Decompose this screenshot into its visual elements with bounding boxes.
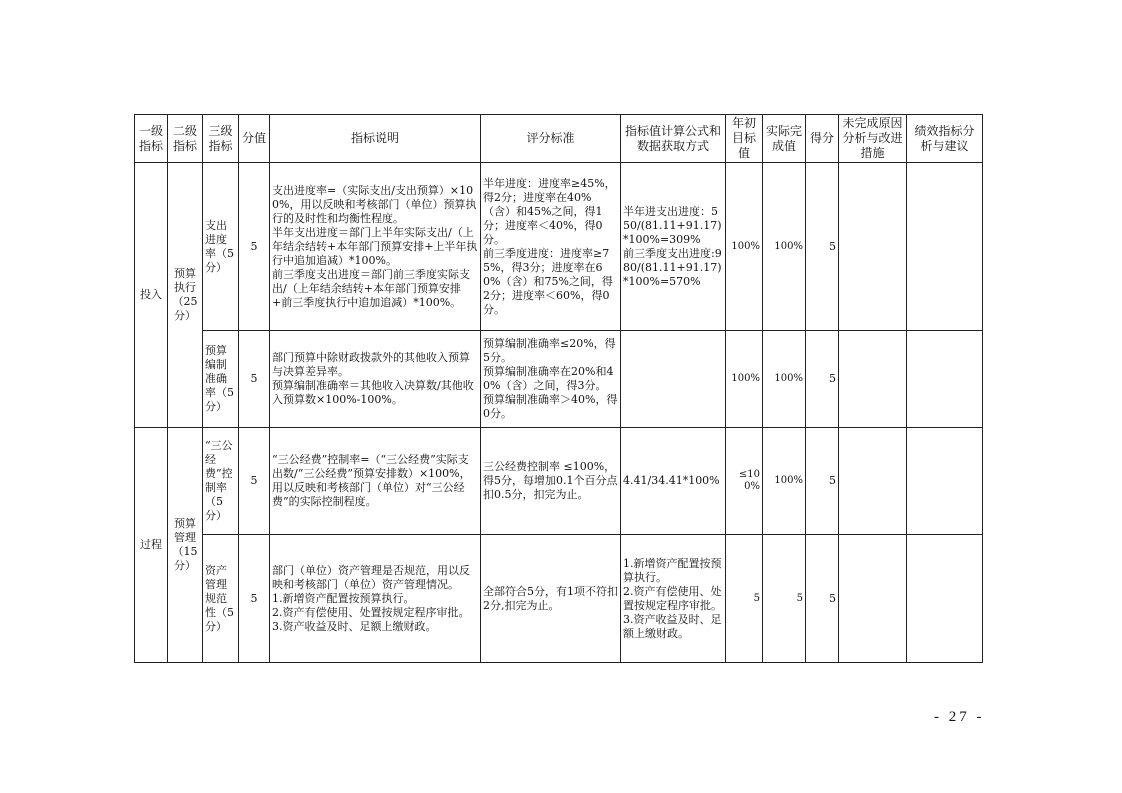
formula-cell: 4.41/34.41*100% <box>621 428 726 535</box>
score-cell: 5 <box>239 163 270 331</box>
reason-cell <box>839 535 907 663</box>
description-cell: “三公经费”控制率=（“三公经费”实际支出数/“三公经费”预算安排数）×100%，用以反映和考核部门（单位）对“三公经费”的实际控制程度。 <box>270 428 481 535</box>
target-cell: 100% <box>726 163 763 331</box>
level1-cell: 过程 <box>135 428 168 663</box>
header-criteria: 评分标准 <box>481 115 621 163</box>
header-formula: 指标值计算公式和数据获取方式 <box>621 115 726 163</box>
level3-cell: 支出进度率（5分） <box>203 163 239 331</box>
formula-cell: 1.新增资产配置按预算执行。 2.资产有偿使用、处置按规定程序审批。 3.资产收益及时、足额上缴财政。 <box>621 535 726 663</box>
got-cell: 5 <box>806 535 839 663</box>
actual-cell: 100% <box>763 428 806 535</box>
criteria-cell: 三公经费控制率 ≤100%，得5分，每增加0.1个百分点扣0.5分，扣完为止。 <box>481 428 621 535</box>
description-cell: 部门预算中除财政拨款外的其他收入预算与决算差异率。 预算编制准确率＝其他收入决算数/其他收入预算数×100%-100%。 <box>270 331 481 428</box>
reason-cell <box>839 428 907 535</box>
criteria-cell: 全部符合5分，有1项不符扣2分,扣完为止。 <box>481 535 621 663</box>
level1-cell: 投入 <box>135 163 168 428</box>
header-level2: 二级指标 <box>168 115 203 163</box>
got-cell: 5 <box>806 331 839 428</box>
level2-cell: 预算管理（15分） <box>168 428 203 663</box>
table-row <box>135 428 983 535</box>
header-target: 年初目标值 <box>726 115 763 163</box>
table-row <box>135 535 983 663</box>
reason-cell <box>839 331 907 428</box>
score-cell: 5 <box>239 331 270 428</box>
level2-cell: 预算执行（25分） <box>168 163 203 428</box>
reason-cell <box>839 163 907 331</box>
level3-cell: 资产管理规范性（5分） <box>203 535 239 663</box>
analysis-cell <box>907 163 983 331</box>
header-level3: 三级指标 <box>203 115 239 163</box>
description-cell: 支出进度率=（实际支出/支出预算）×100%，用以反映和考核部门（单位）预算执行的及时性和均衡性程度。 半年支出进度＝部门上半年实际支出/（上年结余结转+本年部门预算安排+上半年执行中追加追减）*100%。 前三季度支出进度＝部门前三季度实际支出/（上年结余结转+本年部门预算安排+前三季度执行中追加追减）*100%。 <box>270 163 481 331</box>
criteria-cell: 预算编制准确率≤20%，得5分。 预算编制准确率在20%和40%（含）之间，得3分。 预算编制准确率＞40%，得0分。 <box>481 331 621 428</box>
header-reason: 未完成原因分析与改进措施 <box>839 115 907 163</box>
score-cell: 5 <box>239 428 270 535</box>
header-description: 指标说明 <box>270 115 481 163</box>
performance-table <box>134 114 983 663</box>
actual-cell: 5 <box>763 535 806 663</box>
header-actual: 实际完成值 <box>763 115 806 163</box>
table-row <box>135 331 983 428</box>
page-number: - 27 - <box>934 709 985 725</box>
got-cell: 5 <box>806 163 839 331</box>
level3-cell: 预算编制准确率（5分） <box>203 331 239 428</box>
analysis-cell <box>907 428 983 535</box>
target-cell: ≤100% <box>726 428 763 535</box>
actual-cell: 100% <box>763 331 806 428</box>
formula-cell <box>621 331 726 428</box>
header-analysis: 绩效指标分析与建议 <box>907 115 983 163</box>
header-score: 分值 <box>239 115 270 163</box>
score-cell: 5 <box>239 535 270 663</box>
description-cell: 部门（单位）资产管理是否规范，用以反映和考核部门（单位）资产管理情况。 1.新增资产配置按预算执行。 2.资产有偿使用、处置按规定程序审批。 3.资产收益及时、足额上缴财政。 <box>270 535 481 663</box>
level3-cell: “三公经费”控制率（5分） <box>203 428 239 535</box>
target-cell: 100% <box>726 331 763 428</box>
analysis-cell <box>907 535 983 663</box>
table-row <box>135 163 983 331</box>
analysis-cell <box>907 331 983 428</box>
criteria-cell: 半年进度：进度率≥45%，得2分；进度率在40%（含）和45%之间，得1分；进度率＜40%，得0分。 前三季度进度：进度率≥75%，得3分；进度率在60%（含）和75%之间，得2分；进度率＜60%，得0分。 <box>481 163 621 331</box>
got-cell: 5 <box>806 428 839 535</box>
target-cell: 5 <box>726 535 763 663</box>
header-got: 得分 <box>806 115 839 163</box>
formula-cell: 半年进支出进度：550/(81.11+91.17)*100%=309% 前三季度支出进度:980/(81.11+91.17)*100%=570% <box>621 163 726 331</box>
header-level1: 一级指标 <box>135 115 168 163</box>
table-header-row <box>135 115 983 163</box>
actual-cell: 100% <box>763 163 806 331</box>
